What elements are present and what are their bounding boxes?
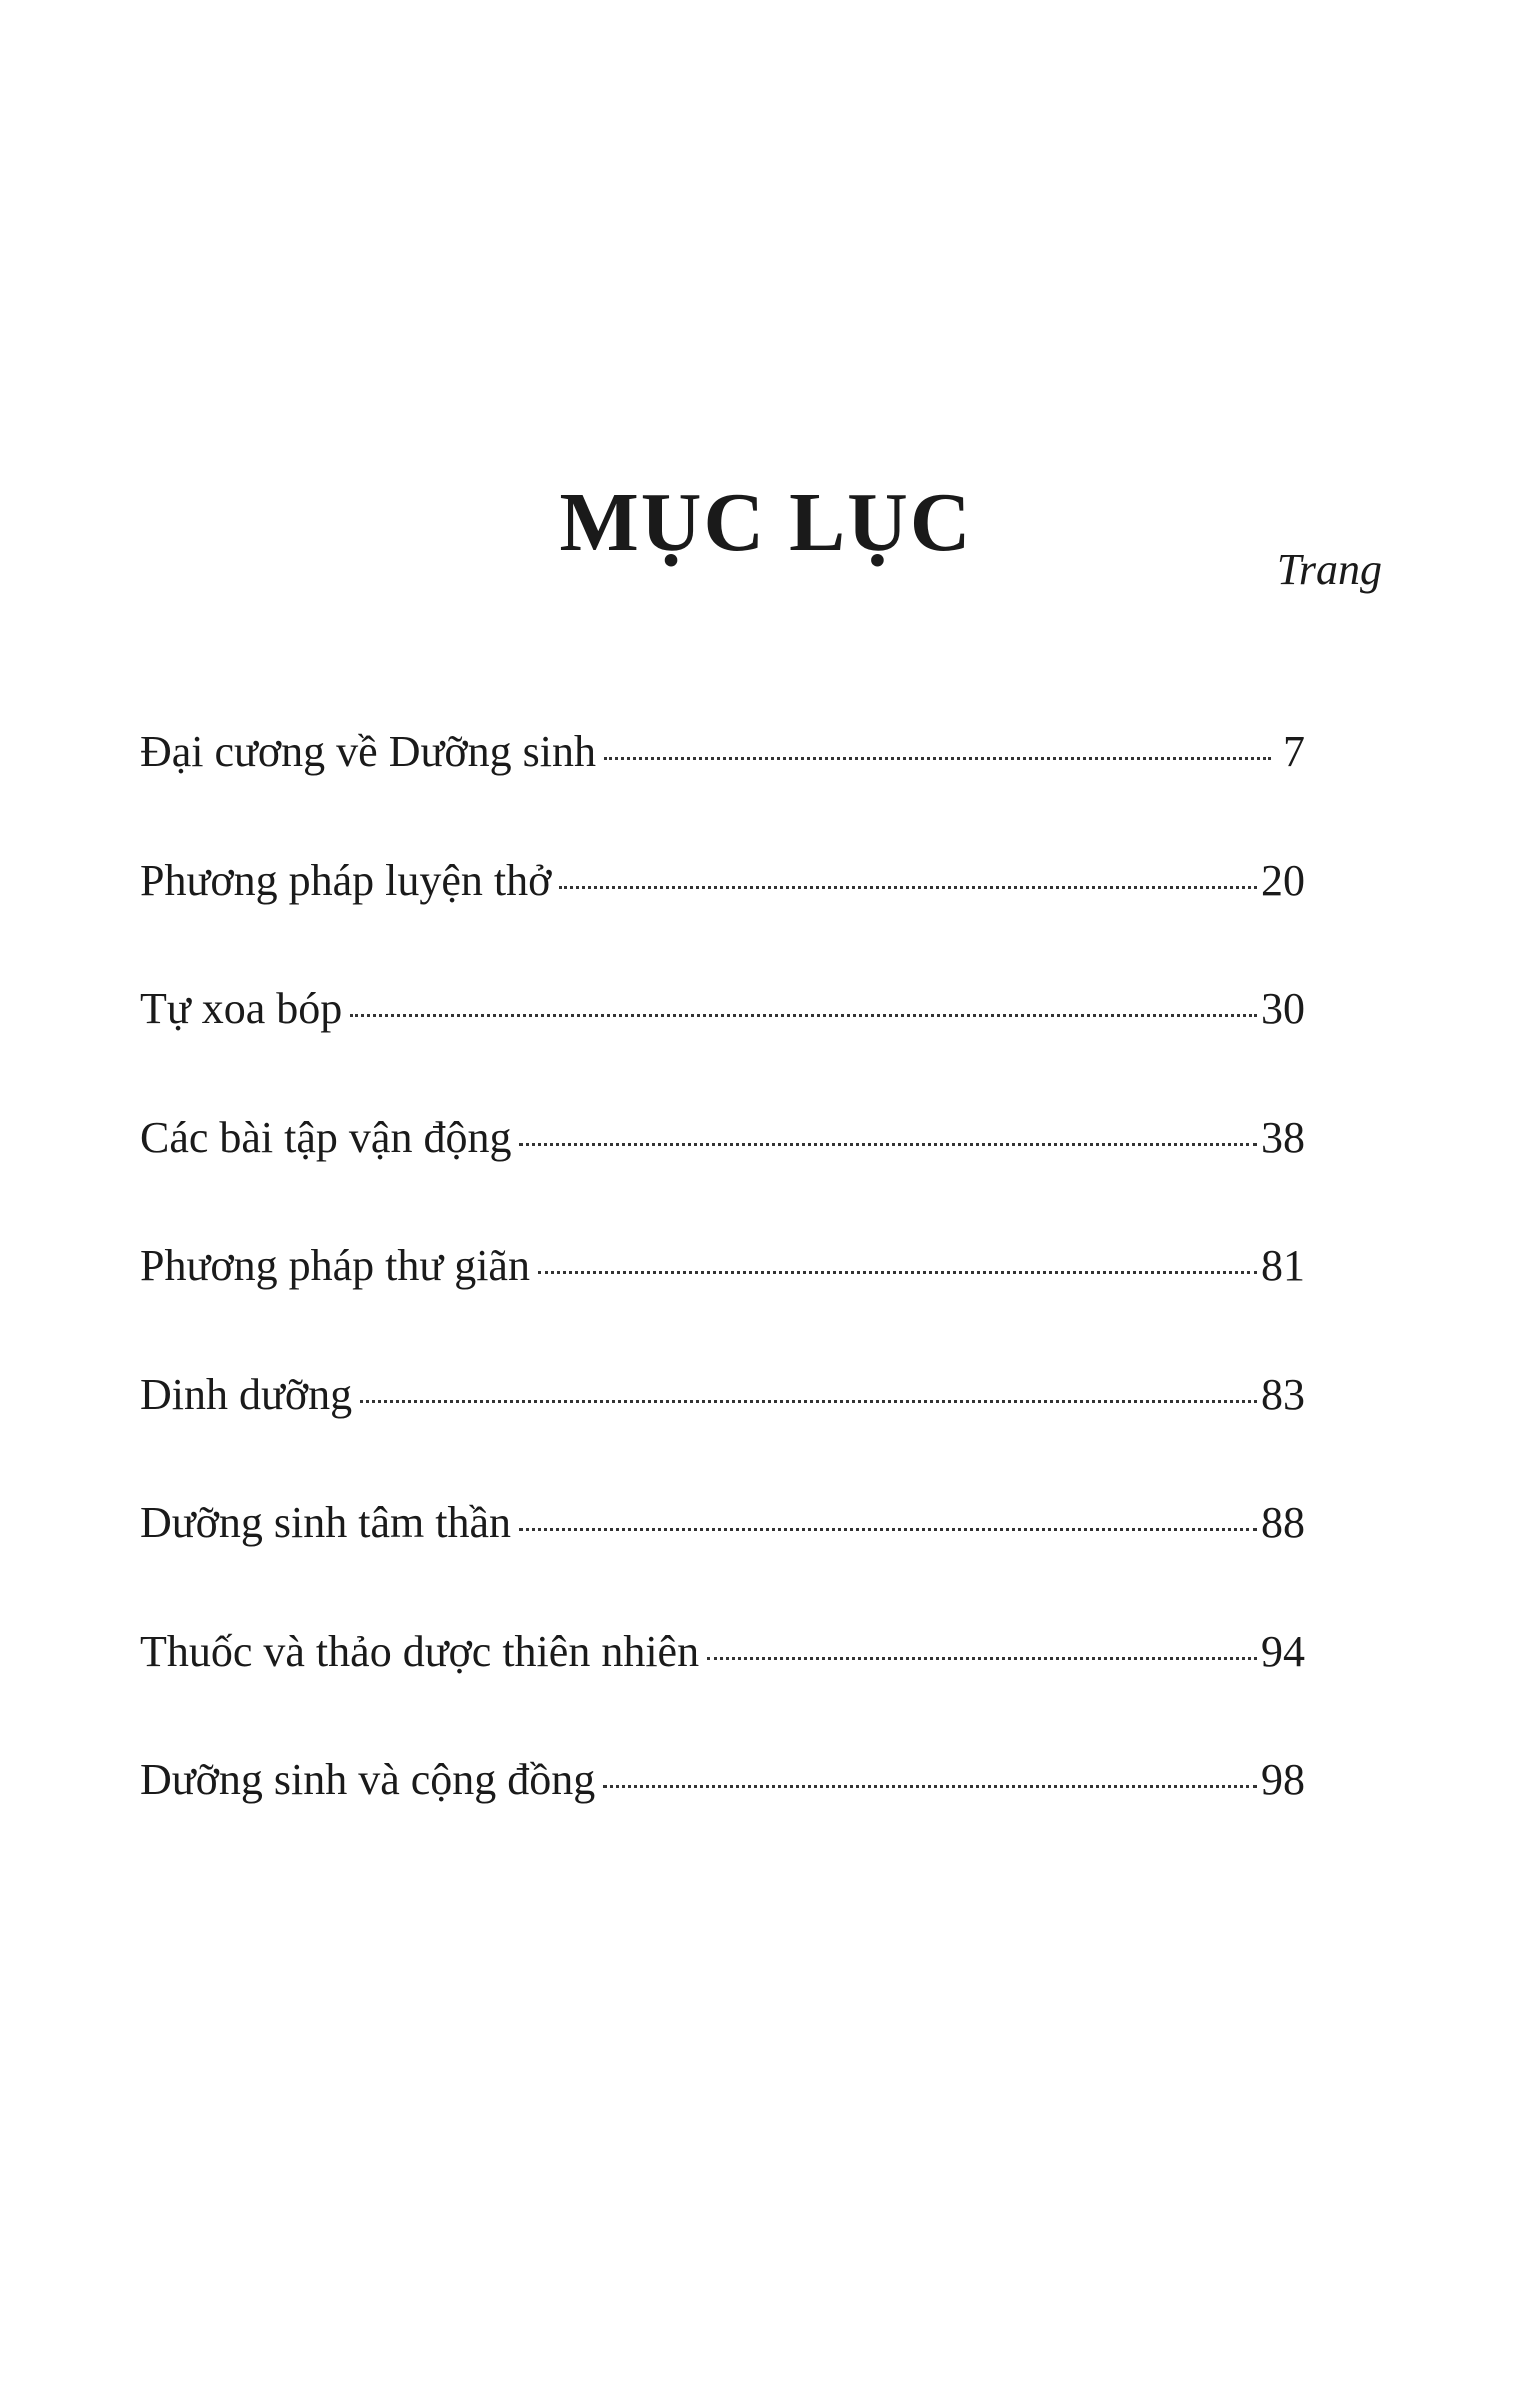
toc-entry[interactable] <box>140 1755 1305 1887</box>
toc-entry[interactable] <box>140 1112 1305 1245</box>
toc-entry-title: Dinh dưỡng <box>140 1369 353 1419</box>
dot-leader <box>707 1657 1257 1660</box>
toc-entry-page: 30 <box>1261 984 1305 1033</box>
table-of-contents <box>140 727 1305 1887</box>
toc-entry-page: 98 <box>1261 1755 1305 1804</box>
toc-entry-page: 7 <box>1283 727 1305 776</box>
toc-entry-title: Tự xoa bóp <box>140 984 343 1033</box>
toc-entry-title: Đại cương về Dưỡng sinh <box>140 727 596 776</box>
toc-entry[interactable] <box>140 1498 1305 1630</box>
toc-entry-title: Phương pháp thư giãn <box>140 1241 530 1290</box>
toc-entry-page: 83 <box>1261 1369 1305 1419</box>
dot-leader <box>604 757 1271 760</box>
toc-entry-page: 38 <box>1261 1112 1305 1162</box>
toc-entry-title: Các bài tập vận động <box>140 1112 512 1162</box>
dot-leader <box>519 1143 1257 1146</box>
toc-entry-page: 88 <box>1261 1498 1305 1547</box>
dot-leader <box>559 886 1257 889</box>
toc-entry[interactable] <box>140 1241 1305 1373</box>
toc-entry-title: Phương pháp luyện thở <box>140 855 552 905</box>
toc-entry[interactable] <box>140 1369 1305 1502</box>
toc-entry[interactable] <box>140 1626 1305 1759</box>
dot-leader <box>360 1400 1257 1403</box>
toc-entry[interactable] <box>140 984 1305 1116</box>
toc-entry-page: 81 <box>1261 1241 1305 1290</box>
toc-entry-page: 94 <box>1261 1626 1305 1676</box>
toc-entry-title: Dưỡng sinh và cộng đồng <box>140 1755 596 1804</box>
toc-entry[interactable] <box>140 855 1305 988</box>
dot-leader <box>350 1014 1257 1017</box>
dot-leader <box>603 1785 1257 1788</box>
toc-entry[interactable] <box>140 727 1305 859</box>
toc-entry-title: Dưỡng sinh tâm thần <box>140 1498 511 1547</box>
toc-entry-title: Thuốc và thảo dược thiên nhiên <box>140 1626 700 1676</box>
dot-leader <box>538 1271 1257 1274</box>
page-column-label: Trang <box>1276 545 1382 594</box>
page-title: MỤC LỤC <box>559 476 973 570</box>
toc-entry-page: 20 <box>1261 855 1305 905</box>
dot-leader <box>519 1528 1257 1531</box>
